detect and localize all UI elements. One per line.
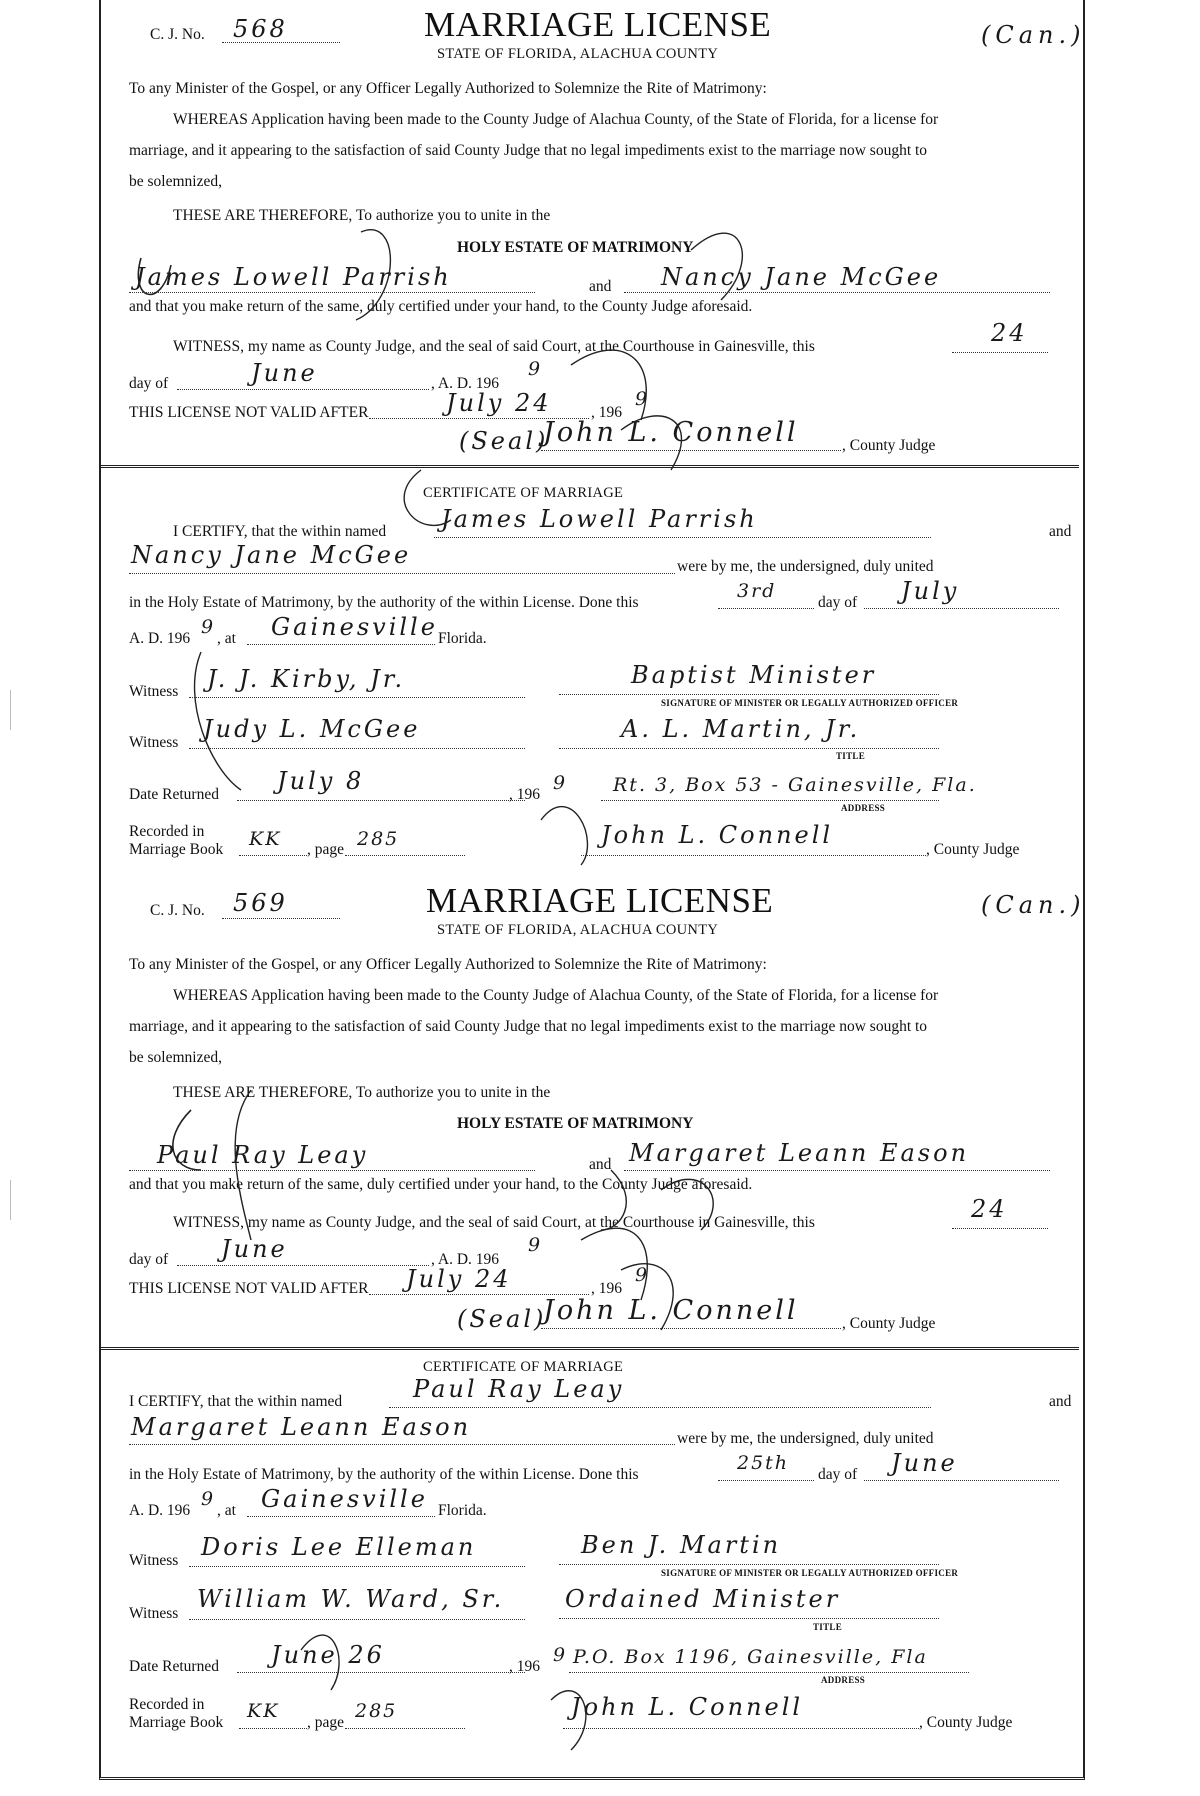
address-label: ADDRESS <box>841 803 886 813</box>
witness-1-label: Witness <box>129 1552 179 1569</box>
witness-2-label: Witness <box>129 734 179 751</box>
done-month: June <box>891 1449 958 1477</box>
witness-1-label: Witness <box>129 683 179 700</box>
witness-line: WITNESS, my name as County Judge, and the seal of said Court, at the Courthouse in Gainesville, this <box>173 1214 815 1231</box>
valid-until-date: July 24 <box>406 1265 512 1293</box>
county-judge-label: , County Judge <box>842 1315 936 1332</box>
florida-label: Florida. <box>438 1502 487 1519</box>
and-label: and <box>589 278 612 295</box>
valid-year-label: , 196 <box>591 1280 622 1297</box>
cj-label: C. J. No. <box>150 26 205 43</box>
marriage-book-label: Marriage Book <box>129 1714 224 1731</box>
day-of-label: day of <box>129 1251 169 1268</box>
cj-label: C. J. No. <box>150 902 205 919</box>
license-year-digit: 9 <box>528 1234 543 1256</box>
witness-2-signature: William W. Ward, Sr. <box>197 1585 505 1613</box>
valid-year-label: , 196 <box>591 404 622 421</box>
book-number: KK <box>247 1700 280 1722</box>
ad-year-label: A. D. 196 <box>129 630 191 647</box>
done-day: 3rd <box>737 580 777 602</box>
therefore-line: THESE ARE THEREFORE, To authorize you to unite in the <box>173 207 551 224</box>
ad-year-label: , A. D. 196 <box>431 1251 500 1268</box>
cert-bride-name: Nancy Jane McGee <box>131 541 412 569</box>
cj-number: 568 <box>233 15 288 43</box>
whereas-line-2: marriage, and it appearing to the satisfaction of said County Judge that no legal impediments exist to the marriage now sought to <box>129 1018 928 1035</box>
ad-year-label: , A. D. 196 <box>431 375 500 392</box>
handwriting-flourishes <box>101 0 1079 870</box>
date-returned: July 8 <box>277 767 365 795</box>
groom-name: Paul Ray Leay <box>157 1141 369 1169</box>
handwriting-flourishes <box>101 870 1079 1777</box>
florida-label: Florida. <box>438 630 487 647</box>
returned-year-digit: 9 <box>553 1644 568 1666</box>
cert-groom-name: Paul Ray Leay <box>413 1375 625 1403</box>
date-returned-label: Date Returned <box>129 1658 219 1675</box>
done-day-of-label: day of <box>818 594 858 611</box>
seal-mark: (Seal) <box>459 427 549 455</box>
whereas-line-1: WHEREAS Application having been made to the County Judge of Alachua County, of the State of Florida, for a license for <box>173 111 939 128</box>
recorded-in-label: Recorded in <box>129 823 205 840</box>
holy-estate-line: in the Holy Estate of Matrimony, by the authority of the within License. Done this <box>129 594 639 611</box>
judge-signature: John L. Connell <box>543 417 799 448</box>
title-label: TITLE <box>813 1622 843 1632</box>
returned-year-digit: 9 <box>553 772 568 794</box>
county-judge-label-2: , County Judge <box>926 841 1020 858</box>
done-month: July <box>901 577 960 605</box>
license-title: MARRIAGE LICENSE <box>426 881 774 920</box>
ad-year-label: A. D. 196 <box>129 1502 191 1519</box>
license-title: MARRIAGE LICENSE <box>424 5 772 44</box>
license-section-1 <box>101 0 1086 870</box>
returned-year-label: , 196 <box>509 1658 540 1675</box>
witness-day: 24 <box>991 319 1028 347</box>
at-label: , at <box>217 1502 236 1519</box>
valid-year-digit: 9 <box>635 1264 650 1286</box>
done-day-of-label: day of <box>818 1466 858 1483</box>
cert-bride-name: Margaret Leann Eason <box>131 1413 472 1441</box>
address-line: To any Minister of the Gospel, or any Officer Legally Authorized to Solemnize the Rite of Matrimony: <box>129 956 767 973</box>
and-label: and <box>589 1156 612 1173</box>
license-month: June <box>221 1235 288 1263</box>
county-judge-label: , County Judge <box>842 437 936 454</box>
license-month: June <box>251 359 318 387</box>
officer-address: Rt. 3, Box 53 - Gainesville, Fla. <box>613 774 977 796</box>
holy-estate-heading: HOLY ESTATE OF MATRIMONY <box>457 1115 694 1132</box>
cert-and-label: and <box>1049 523 1072 540</box>
address-line: To any Minister of the Gospel, or any Officer Legally Authorized to Solemnize the Rite of Matrimony: <box>129 80 767 97</box>
officer-title: Ordained Minister <box>565 1585 841 1613</box>
scan-edge-mark <box>10 690 11 730</box>
signature-label: SIGNATURE OF MINISTER OR LEGALLY AUTHORIZED OFFICER <box>661 1568 959 1578</box>
page-label: , page <box>307 841 345 858</box>
valid-until-date: July 24 <box>446 389 552 417</box>
certificate-heading: CERTIFICATE OF MARRIAGE <box>423 485 624 501</box>
at-label: , at <box>217 630 236 647</box>
seal-mark: (Seal) <box>457 1305 547 1333</box>
witness-1-signature: J. J. Kirby, Jr. <box>207 665 406 693</box>
officer-title: A. L. Martin, Jr. <box>621 715 861 743</box>
margin-note: (Can.) <box>981 21 1086 49</box>
page-number: 285 <box>357 828 400 850</box>
license-section-2 <box>101 870 1086 1777</box>
return-line: and that you make return of the same, duly certified under your hand, to the County Judge aforesaid. <box>129 1176 753 1193</box>
license-subtitle: STATE OF FLORIDA, ALACHUA COUNTY <box>437 46 719 62</box>
groom-name: James Lowell Parrish <box>135 263 452 291</box>
holy-estate-heading: HOLY ESTATE OF MATRIMONY <box>457 239 694 256</box>
bride-name: Margaret Leann Eason <box>629 1139 970 1167</box>
whereas-line-1: WHEREAS Application having been made to the County Judge of Alachua County, of the State of Florida, for a license for <box>173 987 939 1004</box>
done-year-digit: 9 <box>201 616 216 638</box>
license-year-digit: 9 <box>528 358 543 380</box>
scan-edge-mark <box>10 1180 11 1220</box>
page-number: 285 <box>355 1700 398 1722</box>
were-by-me-label: were by me, the undersigned, duly united <box>677 558 934 575</box>
marriage-place: Gainesville <box>261 1485 428 1513</box>
signature-label: SIGNATURE OF MINISTER OR LEGALLY AUTHORIZED OFFICER <box>661 698 959 708</box>
witness-2-signature: Judy L. McGee <box>203 715 421 743</box>
page-label: , page <box>307 1714 345 1731</box>
returned-year-label: , 196 <box>509 786 540 803</box>
bride-name: Nancy Jane McGee <box>661 263 942 291</box>
date-returned-label: Date Returned <box>129 786 219 803</box>
county-judge-label-2: , County Judge <box>919 1714 1013 1731</box>
officer-signature: Ben J. Martin <box>581 1531 782 1559</box>
officer-address: P.O. Box 1196, Gainesville, Fla <box>573 1646 928 1668</box>
holy-estate-line: in the Holy Estate of Matrimony, by the authority of the within License. Done this <box>129 1466 639 1483</box>
judge-signature-2: John L. Connell <box>571 1693 804 1721</box>
title-label: TITLE <box>836 751 866 761</box>
whereas-line-3: be solemnized, <box>129 173 222 190</box>
witness-day: 24 <box>971 1195 1008 1223</box>
i-certify-label: I CERTIFY, that the within named <box>129 1393 343 1410</box>
day-of-label: day of <box>129 375 169 392</box>
cert-groom-name: James Lowell Parrish <box>441 505 758 533</box>
return-line: and that you make return of the same, duly certified under your hand, to the County Judge aforesaid. <box>129 298 753 315</box>
were-by-me-label: were by me, the undersigned, duly united <box>677 1430 934 1447</box>
address-label: ADDRESS <box>821 1675 866 1685</box>
margin-note: (Can.) <box>981 891 1086 919</box>
not-valid-label: THIS LICENSE NOT VALID AFTER <box>129 404 369 421</box>
done-day: 25th <box>737 1452 790 1474</box>
date-returned: June 26 <box>271 1641 385 1669</box>
valid-year-digit: 9 <box>635 388 650 410</box>
witness-2-label: Witness <box>129 1605 179 1622</box>
witness-1-signature: Doris Lee Elleman <box>201 1533 477 1561</box>
therefore-line: THESE ARE THEREFORE, To authorize you to unite in the <box>173 1084 551 1101</box>
whereas-line-3: be solemnized, <box>129 1049 222 1066</box>
i-certify-label: I CERTIFY, that the within named <box>173 523 387 540</box>
marriage-place: Gainesville <box>271 613 438 641</box>
witness-line: WITNESS, my name as County Judge, and the seal of said Court, at the Courthouse in Gainesville, this <box>173 338 815 355</box>
license-subtitle: STATE OF FLORIDA, ALACHUA COUNTY <box>437 922 719 938</box>
judge-signature: John L. Connell <box>543 1295 799 1326</box>
judge-signature-2: John L. Connell <box>601 821 834 849</box>
certificate-heading: CERTIFICATE OF MARRIAGE <box>423 1359 624 1375</box>
cert-and-label: and <box>1049 1393 1072 1410</box>
book-number: KK <box>249 828 282 850</box>
cj-number: 569 <box>233 889 288 917</box>
not-valid-label: THIS LICENSE NOT VALID AFTER <box>129 1280 369 1297</box>
marriage-book-label: Marriage Book <box>129 841 224 858</box>
officer-signature: Baptist Minister <box>631 661 877 689</box>
done-year-digit: 9 <box>201 1488 216 1510</box>
whereas-line-2: marriage, and it appearing to the satisfaction of said County Judge that no legal impediments exist to the marriage now sought to <box>129 142 928 159</box>
recorded-in-label: Recorded in <box>129 1696 205 1713</box>
